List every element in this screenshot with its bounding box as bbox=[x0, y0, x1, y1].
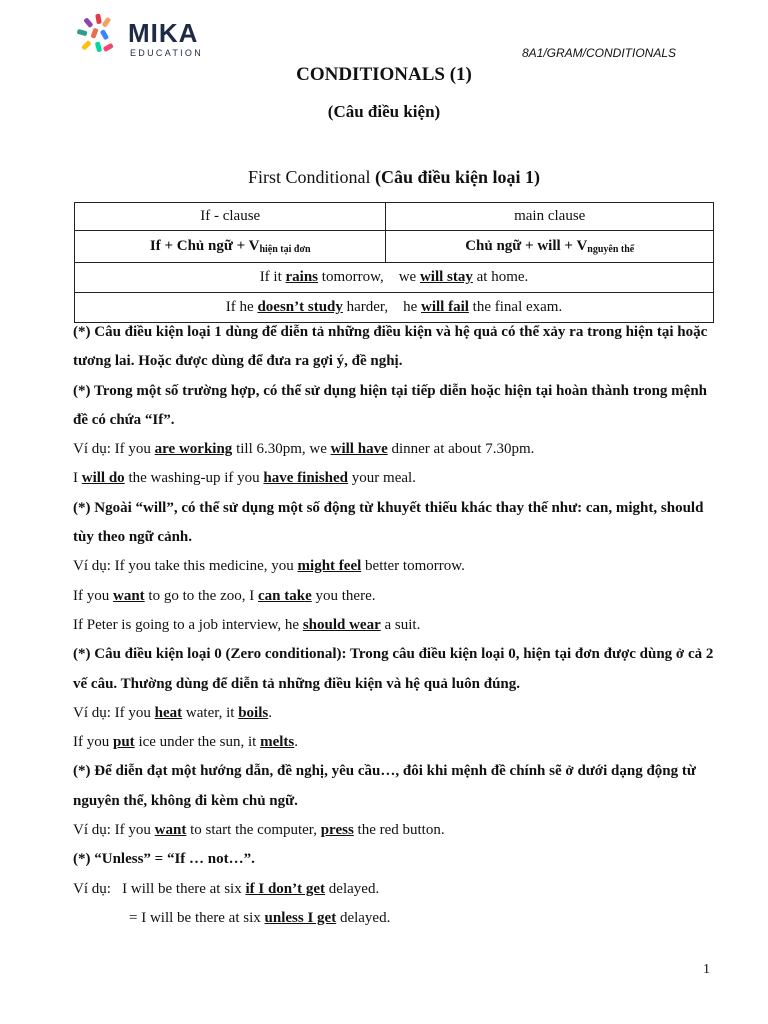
table-header-cell: main clause bbox=[386, 203, 714, 231]
example-line: I will do the washing-up if you have finished your meal. bbox=[73, 470, 416, 487]
example-line: = I will be there at six unless I get delayed. bbox=[129, 909, 391, 926]
mika-logo bbox=[76, 12, 216, 60]
document-code: 8A1/GRAM/CONDITIONALS bbox=[521, 46, 676, 60]
example-line: Ví dụ: If you heat water, it boils. bbox=[73, 704, 272, 721]
example-line: Ví dụ: I will be there at six if I don’t get delayed. bbox=[73, 880, 380, 897]
example-line: If you put ice under the sun, it melts. bbox=[73, 734, 298, 751]
note-paragraph: (*) Ngoài “will”, có thể sử dụng một số động từ khuyết thiếu khác thay thế như: can, might, should tùy theo ngữ cảnh. bbox=[73, 499, 704, 546]
table-header-cell: If - clause bbox=[75, 203, 386, 231]
table-example-cell: If he doesn’t study harder, he will fail the final exam. bbox=[75, 293, 714, 323]
table-formula-row bbox=[75, 231, 714, 263]
example-line: Ví dụ: If you are working till 6.30pm, we will have dinner at about 7.30pm. bbox=[73, 441, 535, 458]
note-paragraph: (*) Câu điều kiện loại 0 (Zero conditional): Trong câu điều kiện loại 0, hiện tại đơn được dùng ở cả 2 vế câu. Thường dùng để diễn tả những điều kiện và hệ quả luôn đúng. bbox=[73, 646, 714, 692]
page-subtitle: (Câu điều kiện) bbox=[327, 102, 441, 121]
main-content bbox=[73, 318, 723, 933]
formula-if-clause: If + Chủ ngữ + $V_{hiện tại đơn}$ bbox=[75, 231, 386, 263]
note-paragraph: (*) Câu điều kiện loại 1 dùng để diễn tả những điều kiện và hệ quả có thể xảy ra trong hiện tại hoặc tương lai. Hoặc được dùng để đưa ra gợi ý, đề nghị. bbox=[73, 324, 708, 370]
section-name-vn: (Câu điều kiện loại 1) bbox=[370, 167, 541, 187]
table-example-cell: If it rains tomorrow, we will stay at home. bbox=[75, 263, 714, 293]
logo-name: MIKA bbox=[128, 18, 199, 48]
section-heading bbox=[0, 167, 768, 188]
note-paragraph: (*) Trong một số trường hợp, có thể sử dụng hiện tại tiếp diễn hoặc hiện tại hoàn thành trong mệnh đề có chứa “If”. bbox=[73, 382, 708, 428]
example-line: Ví dụ: If you take this medicine, you might feel better tomorrow. bbox=[73, 558, 465, 575]
table-example-row bbox=[75, 263, 714, 293]
logo-subtitle: EDUCATION bbox=[130, 48, 204, 58]
conditional-table bbox=[74, 202, 714, 323]
example-line: If you want to go to the zoo, I can take you there. bbox=[73, 587, 376, 604]
page-title: CONDITIONALS (1) bbox=[296, 64, 472, 85]
formula-main-clause: Chủ ngữ + will + $V_{nguyên thể}$ bbox=[386, 231, 714, 263]
note-paragraph: (*) “Unless” = “If … not…”. bbox=[73, 851, 255, 868]
note-paragraph: (*) Để diễn đạt một hướng dẫn, đề nghị, yêu cầu…, đôi khi mệnh đề chính sẽ ở dưới dạng động từ nguyên thể, không đi kèm chủ ngữ. bbox=[73, 763, 696, 809]
example-line: If Peter is going to a job interview, he should wear a suit. bbox=[73, 616, 421, 633]
example-line: Ví dụ: If you want to start the computer, press the red button. bbox=[73, 822, 445, 839]
page-number: 1 bbox=[703, 962, 710, 977]
table-header-row bbox=[75, 203, 714, 231]
section-name: First Conditional bbox=[247, 167, 371, 187]
mika-logo-icon bbox=[76, 12, 124, 60]
